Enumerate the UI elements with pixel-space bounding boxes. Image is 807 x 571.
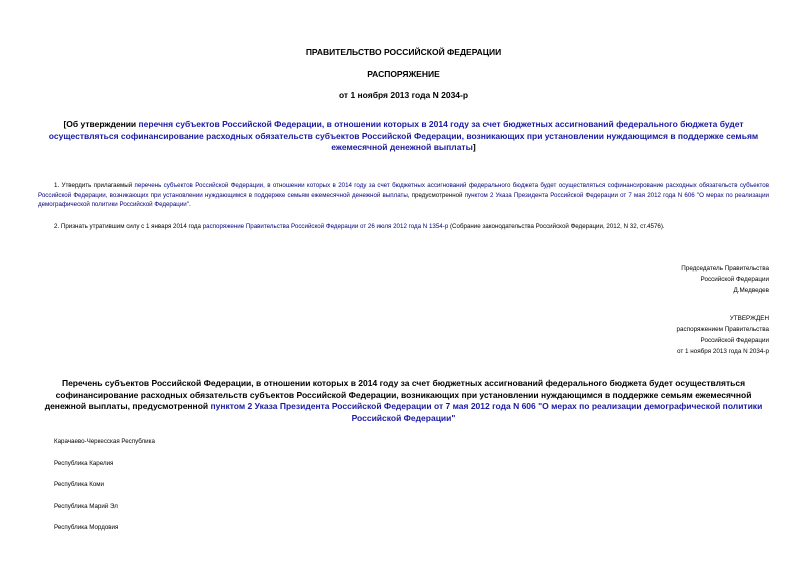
paragraph-1-link-list[interactable]: перечень субъектов Российской Федерации, в отношении которых в 2014 году за счет бюджетных ассигнований федерального бюджета будет осуществляться софинансирование расходных обязательств субъектов Российской Федерации, возникающих при установлении нуждающимся в поддержке семьям ежемесячной денежной выплаты: [38, 182, 770, 199]
paragraph-1-middle: , предусмотренной: [407, 191, 465, 199]
document-title: [38, 119, 769, 154]
government-heading: ПРАВИТЕЛЬСТВО РОССИЙСКОЙ ФЕДЕРАЦИИ: [305, 47, 502, 57]
paragraph-1-link-decree[interactable]: пунктом 2 Указа Президента Российской Федерации от 7 мая 2012 года N 606 "О мерах по реализации демографической политики Российской Федерации": [38, 191, 769, 208]
list-item: Республика Карелия: [54, 459, 114, 467]
paragraph-1-suffix: .: [188, 201, 191, 208]
list-item: Республика Мордовия: [54, 524, 119, 531]
paragraph-1-prefix: 1. Утвердить прилагаемый: [54, 182, 135, 189]
title-link[interactable]: перечня субъектов Российской Федерации, в отношении которых в 2014 году за счет бюджетных ассигнований федерального бюджета будет осуществляться софинансирование расходных обязательств субъектов Российской Федерации, возникающих при установлении нуждающимся в поддержке семьям ежемесячной денежной выплаты: [48, 119, 759, 152]
title-open-bracket: [Об утверждении: [63, 119, 139, 129]
document-date-number: от 1 ноября 2013 года N 2034-р: [338, 90, 469, 100]
approval-line-3: Российской Федерации: [700, 337, 769, 344]
paragraph-2-suffix: (Собрание законодательства Российской Федерации, 2012, N 32, ст.4576).: [448, 223, 665, 230]
paragraph-2-prefix: 2. Признать утратившим силу с 1 января 2014 года: [54, 223, 203, 230]
approval-heading: УТВЕРЖДЕН: [729, 315, 769, 322]
approval-line-4: от 1 ноября 2013 года N 2034-р: [677, 348, 769, 355]
list-item: Карачаево-Черкесская Республика: [54, 438, 155, 445]
signature-position: Председатель Правительства: [681, 265, 769, 272]
paragraph-1: [38, 181, 769, 210]
list-title: [38, 378, 769, 424]
paragraph-2: [38, 222, 778, 232]
document-type-heading: РАСПОРЯЖЕНИЕ: [367, 69, 440, 79]
list-title-link[interactable]: пунктом 2 Указа Президента Российской Федерации от 7 мая 2012 года N 606 "О мерах по реализации демографической политики Российской Федерации": [210, 401, 763, 423]
title-close-bracket: ]: [472, 142, 476, 152]
list-title-text: Перечень субъектов Российской Федерации, в отношении которых в 2014 году за счет бюджетных ассигнований федерального бюджета будет осуществляться софинансирование расходных обязательств субъектов Российской Федерации, возникающих при установлении нуждающимся в поддержке семьям ежемесячной денежной выплаты, предусмотренной: [44, 378, 752, 411]
signature-country: Российской Федерации: [700, 276, 769, 283]
approval-line-2: распоряжением Правительства: [676, 326, 769, 333]
approval-block: [469, 313, 769, 357]
regions-list: [54, 438, 155, 546]
list-item: Республика Марий Эл: [54, 502, 118, 510]
paragraph-2-link[interactable]: распоряжение Правительства Российской Федерации от 26 июля 2012 года N 1354-р: [202, 223, 449, 230]
signature-block: [469, 263, 769, 296]
signature-name: Д.Медведев: [733, 287, 769, 294]
list-item: Республика Коми: [54, 481, 104, 488]
